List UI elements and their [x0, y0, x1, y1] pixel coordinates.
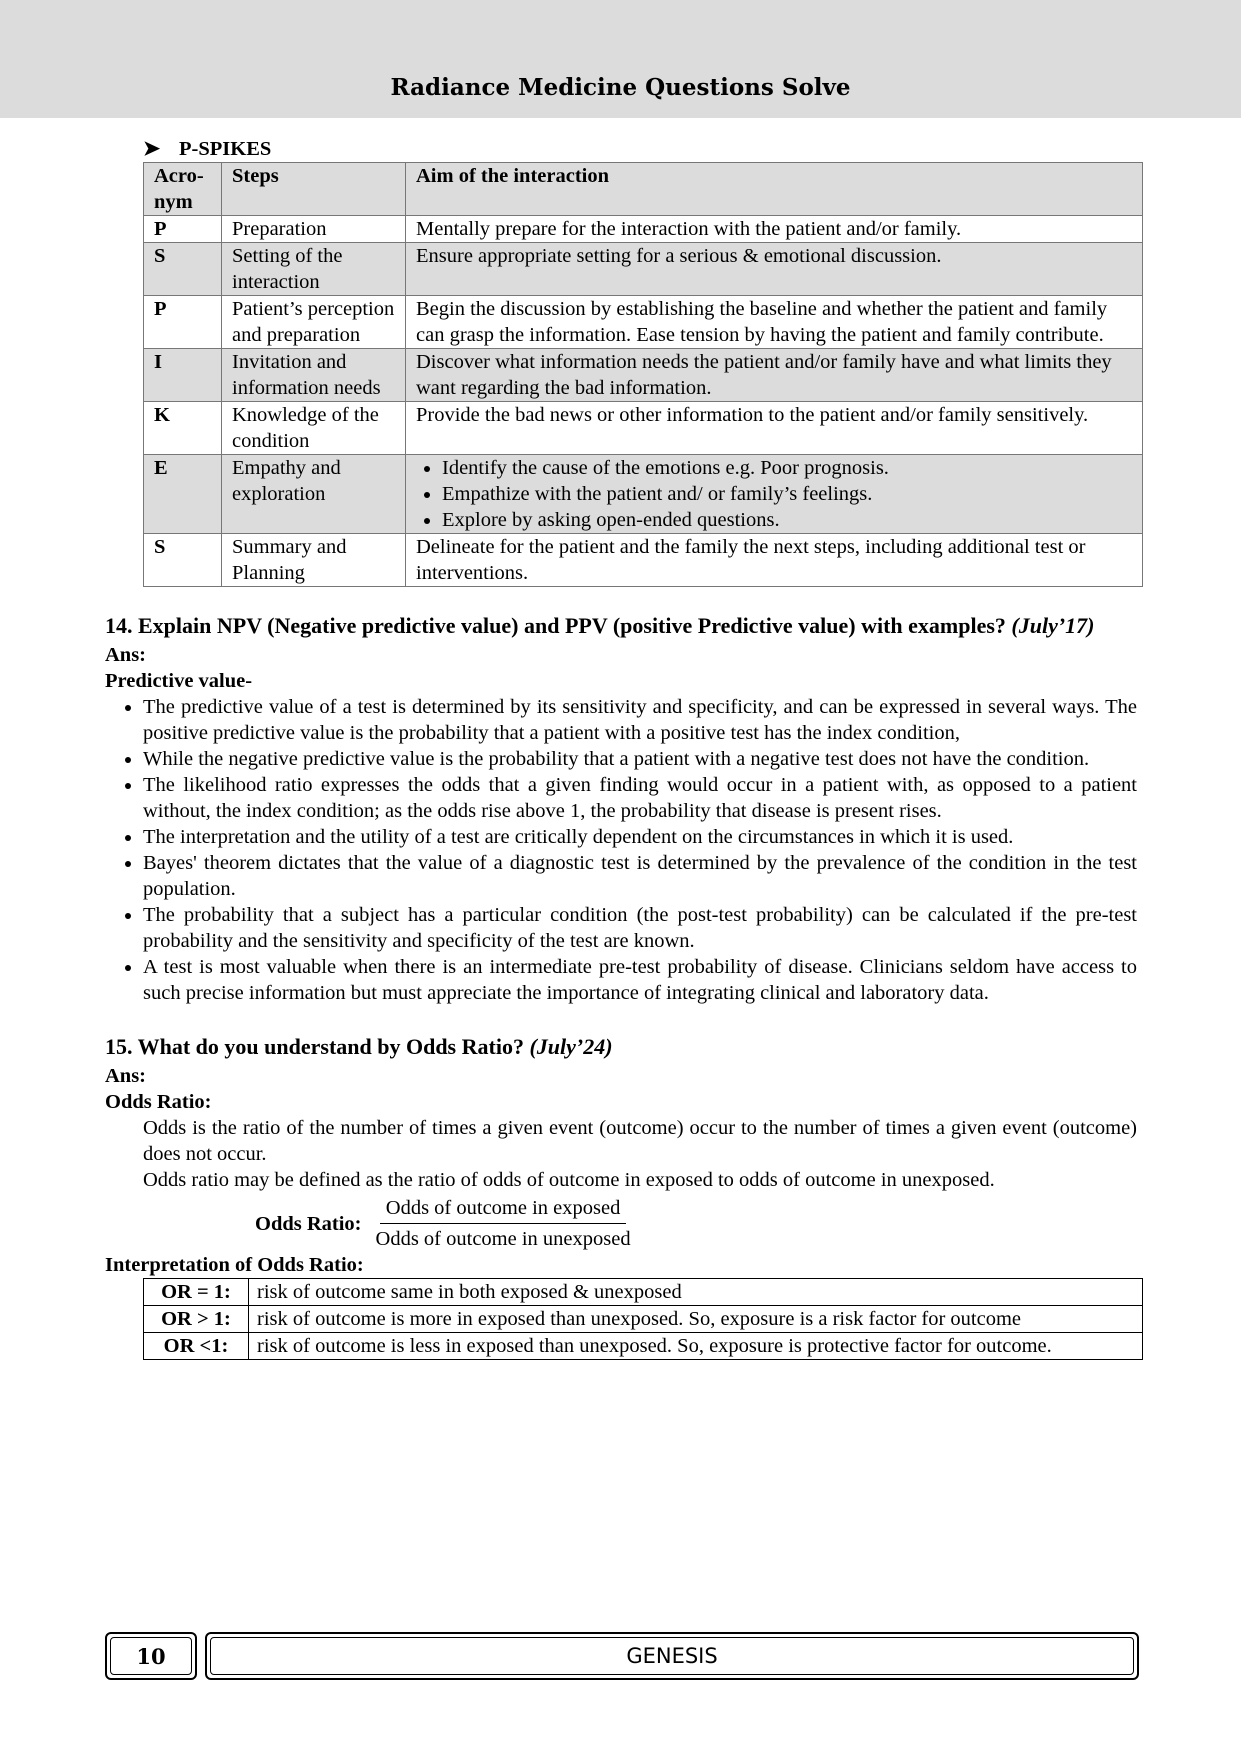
formula-fraction	[370, 1195, 637, 1252]
footer-page-number-box	[105, 1632, 197, 1680]
odds-ratio-interpretation-table	[143, 1278, 1143, 1360]
row-acronym: S	[144, 243, 222, 296]
table-row	[144, 243, 1143, 296]
table-row	[144, 402, 1143, 455]
pspikes-heading	[143, 136, 1137, 162]
row-step: Summary and Planning	[222, 534, 406, 587]
page-content	[105, 136, 1137, 1360]
formula-denominator: Odds of outcome in unexposed	[375, 1228, 631, 1250]
aim-bullet-list	[416, 455, 1132, 533]
row-acronym: P	[144, 216, 222, 243]
row-aim: Mentally prepare for the interaction with the patient and/or family.	[406, 216, 1143, 243]
row-step: Setting of the interaction	[222, 243, 406, 296]
list-item: • Explore by asking open-ended questions.	[442, 507, 1132, 533]
arrow-bullet-icon: ➤	[143, 138, 161, 160]
table-row	[144, 534, 1143, 587]
answer-label: Ans:	[105, 644, 147, 666]
row-acronym: E	[144, 455, 222, 534]
footer-title-box	[205, 1632, 1139, 1680]
list-item: • Empathize with the patient and/ or family’s feelings.	[442, 481, 1132, 507]
footer-title: GENESIS	[210, 1637, 1134, 1675]
interp-key: OR = 1:	[144, 1279, 249, 1306]
paragraph-odds-ratio-definition: Odds ratio may be defined as the ratio of odds of outcome in exposed to odds of outcome in unexposed.	[143, 1169, 995, 1191]
odds-ratio-formula	[255, 1195, 1137, 1252]
row-step: Invitation and information needs	[222, 349, 406, 402]
table-row	[144, 1333, 1143, 1360]
formula-label: Odds Ratio:	[255, 1212, 362, 1235]
question-date: (July’17)	[1011, 613, 1095, 638]
row-acronym: P	[144, 296, 222, 349]
question-14-heading	[105, 611, 1137, 640]
question-15-heading	[105, 1032, 1137, 1061]
pspikes-heading-text: P-SPIKES	[179, 138, 272, 160]
table-row	[144, 216, 1143, 243]
table-header-row	[144, 163, 1143, 216]
list-item: • The interpretation and the utility of a test are critically dependent on the circumstances in which it is used.	[143, 824, 1137, 850]
answer-label: Ans:	[105, 1065, 147, 1087]
predictive-value-list	[105, 694, 1137, 1006]
row-step: Patient’s perception and preparation	[222, 296, 406, 349]
row-aim	[406, 455, 1143, 534]
row-aim: Ensure appropriate setting for a serious & emotional discussion.	[406, 243, 1143, 296]
interp-key: OR <1:	[144, 1333, 249, 1360]
list-item: • While the negative predictive value is the probability that a patient with a negative test does not have the condition.	[143, 746, 1137, 772]
question-date: (July’24)	[529, 1034, 613, 1059]
formula-numerator: Odds of outcome in exposed	[380, 1195, 627, 1224]
interp-key: OR > 1:	[144, 1306, 249, 1333]
row-acronym: S	[144, 534, 222, 587]
row-step: Preparation	[222, 216, 406, 243]
interp-value: risk of outcome is more in exposed than unexposed. So, exposure is a risk factor for outcome	[249, 1306, 1143, 1333]
subheading-odds-ratio: Odds Ratio:	[105, 1091, 212, 1113]
row-acronym: I	[144, 349, 222, 402]
list-item: • The predictive value of a test is determined by its sensitivity and specificity, and can be expressed in several ways. The positive predictive value is the probability that a patient with a positive test has the index condition,	[143, 694, 1137, 746]
table-row	[144, 349, 1143, 402]
question-text: What do you understand by Odds Ratio?	[137, 1034, 524, 1059]
row-acronym: K	[144, 402, 222, 455]
table-row	[144, 296, 1143, 349]
column-header-acronym: Acro-nym	[144, 163, 222, 216]
column-header-aim: Aim of the interaction	[406, 163, 1143, 216]
interp-value: risk of outcome same in both exposed & unexposed	[249, 1279, 1143, 1306]
subheading-predictive-value: Predictive value-	[105, 670, 253, 692]
row-aim: Discover what information needs the patient and/or family have and what limits they want regarding the bad information.	[406, 349, 1143, 402]
question-number: 14.	[105, 613, 133, 638]
list-item: • Identify the cause of the emotions e.g. Poor prognosis.	[442, 455, 1132, 481]
pspikes-table	[143, 162, 1143, 587]
row-aim: Begin the discussion by establishing the baseline and whether the patient and family can grasp the information. Ease tension by having the patient and family contribute.	[406, 296, 1143, 349]
row-step: Empathy and exploration	[222, 455, 406, 534]
page-header-title: Radiance Medicine Questions Solve	[390, 74, 851, 101]
list-item: • The likelihood ratio expresses the odds that a given finding would occur in a patient with, as opposed to a patient without, the index condition; as the odds rise above 1, the probability that disease is present rises.	[143, 772, 1137, 824]
question-number: 15.	[105, 1034, 133, 1059]
table-row	[144, 1279, 1143, 1306]
row-step: Knowledge of the condition	[222, 402, 406, 455]
paragraph-odds-definition: Odds is the ratio of the number of times a given event (outcome) occur to the number of times a given event (outcome) does not occur.	[143, 1117, 1137, 1165]
question-text: Explain NPV (Negative predictive value) and PPV (positive Predictive value) with examples?	[138, 613, 1006, 638]
list-item: • Bayes' theorem dictates that the value of a diagnostic test is determined by the prevalence of the condition in the test population.	[143, 850, 1137, 902]
interp-value: risk of outcome is less in exposed than unexposed. So, exposure is protective factor for outcome.	[249, 1333, 1143, 1360]
column-header-steps: Steps	[222, 163, 406, 216]
table-row	[144, 1306, 1143, 1333]
interpretation-heading: Interpretation of Odds Ratio:	[105, 1254, 364, 1276]
table-row	[144, 455, 1143, 534]
list-item: • The probability that a subject has a particular condition (the post-test probability) can be calculated if the pre-test probability and the sensitivity and specificity of the test are known.	[143, 902, 1137, 954]
page-number: 10	[110, 1637, 192, 1675]
row-aim: Delineate for the patient and the family the next steps, including additional test or interventions.	[406, 534, 1143, 587]
row-aim: Provide the bad news or other information to the patient and/or family sensitively.	[406, 402, 1143, 455]
list-item: • A test is most valuable when there is an intermediate pre-test probability of disease. Clinicians seldom have access to such precise information but must appreciate the importance of integrating clinical and laboratory data.	[143, 954, 1137, 1006]
